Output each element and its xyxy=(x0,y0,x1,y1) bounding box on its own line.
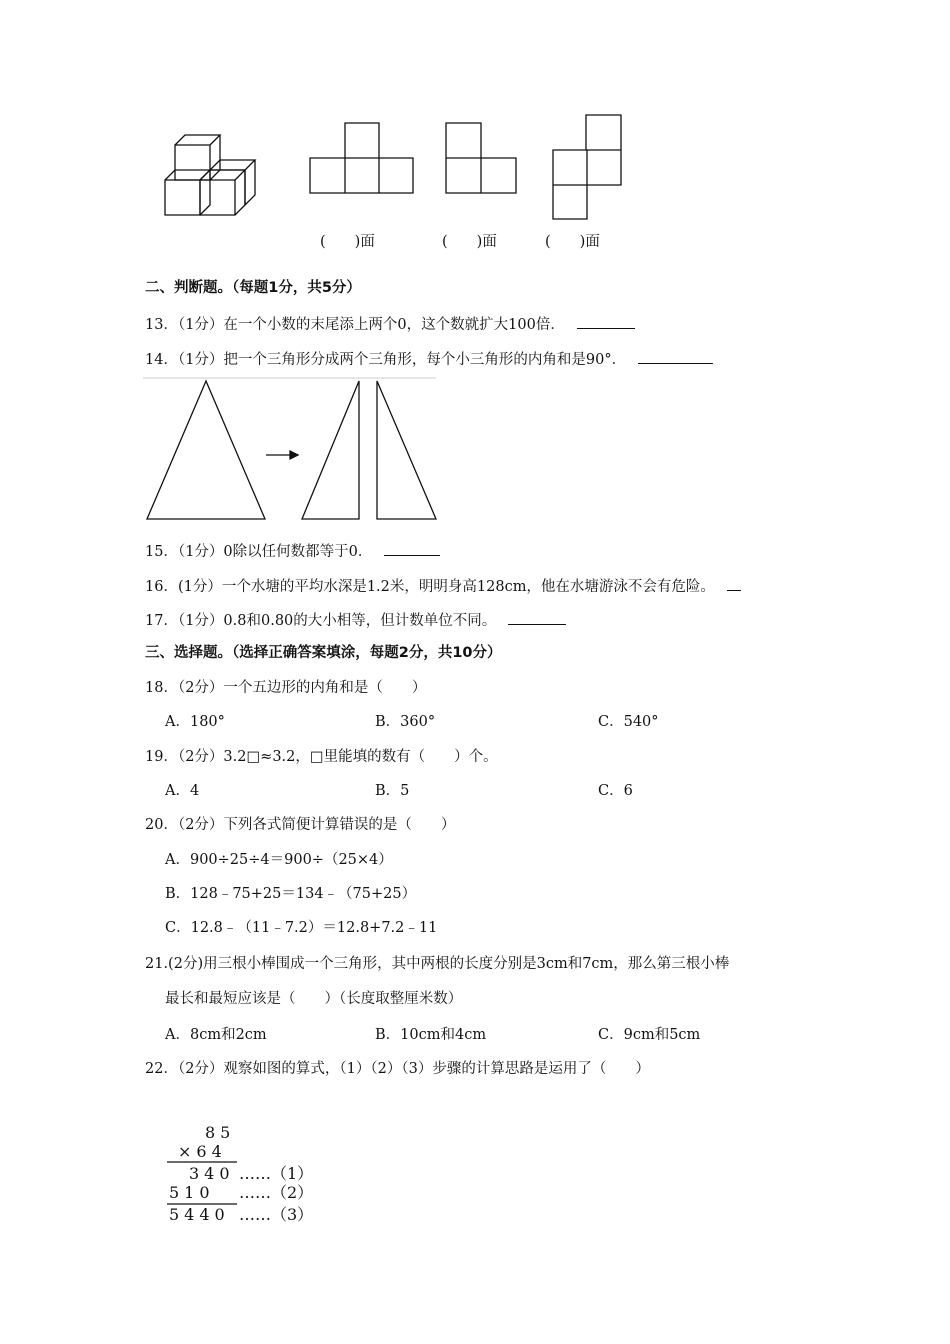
view-label-1: ( )面 xyxy=(320,234,375,250)
option-c[interactable]: C．6 xyxy=(598,783,633,799)
question-17: 17．（1分）0.8和0.80的大小相等，但计数单位不同。 xyxy=(145,610,566,630)
question-13: 13．（1分）在一个小数的末尾添上两个0，这个数就扩大100倍． xyxy=(145,314,635,334)
question-14: 14．（1分）把一个三角形分成两个三角形，每个小三角形的内角和是90°． xyxy=(145,349,713,369)
section-2-title: 二、判断题。（每题1分，共5分） xyxy=(145,280,361,296)
option-b[interactable]: B．5 xyxy=(375,783,410,799)
view-label-2: ( )面 xyxy=(442,234,497,250)
answer-blank[interactable] xyxy=(727,576,741,591)
answer-blank[interactable] xyxy=(508,610,566,625)
exam-page: ( )面 ( )面 ( )面 二、判断题。（每题1分，共5分） 13．（1分）在一个小数的末尾添上两个0，这个数就扩大100倍． 14．（1分）把一个三角形分成两个三角形，每个小三角形的内角和是90°． 15．（1分）0除以任何数都等于0． 16．(1分）一个水塘的平均水深是1.2米，明明身高128cm，他在水塘游泳不会有危险。 17．（1分）0.8和0.80的大小相等，但计数单位不同。 三、选择题。（选择正确答案填涂，每题2分，共10分） 18．（2分）一个五边形的内角和是（ ） A．180° B．360° C．540° 19．（2分）3.2□≈3.2，□里能填的数有（ ）个。 A．4 B．5 C．6 20．（2分）下列各式简便计算错误的是（ ） A．900÷25÷4＝900÷（25×4） B．128﹣75+25＝134﹣（75+25） C．12.8﹣（11﹣7.2）＝12.8+7.2﹣11 21.(2分)用三根小棒围成一个三角形，其中两根的长度分别是3cm和7cm，那么第三根小棒 最长和最短应该是（ ）（长度取整厘米数） A．8cm和2cm B．10cm和4cm C．9cm和5cm 22．（2分）观察如图的算式，（1）（2）（3）步骤的计算思路是运用了（ ） 85 ×64 340 510 5440 ……（1） ……（2） ……（3） xyxy=(0,0,950,1344)
question-21: 21.(2分)用三根小棒围成一个三角形，其中两根的长度分别是3cm和7cm，那么第三根小棒 xyxy=(145,956,730,972)
triangle-figure xyxy=(147,381,436,519)
question-18: 18．（2分）一个五边形的内角和是（ ） xyxy=(145,680,427,696)
view-3 xyxy=(553,115,621,219)
option-a[interactable]: A．4 xyxy=(165,783,200,799)
option-b[interactable]: B．360° xyxy=(375,714,436,730)
view-2 xyxy=(446,123,516,193)
question-19: 19．（2分）3.2□≈3.2，□里能填的数有（ ）个。 xyxy=(145,749,498,765)
option-b[interactable]: B．10cm和4cm xyxy=(375,1027,487,1043)
view-1 xyxy=(310,123,413,193)
option-c[interactable]: C．12.8﹣（11﹣7.2）＝12.8+7.2﹣11 xyxy=(165,920,438,936)
option-a[interactable]: A．900÷25÷4＝900÷（25×4） xyxy=(165,852,393,868)
question-22: 22．（2分）观察如图的算式，（1）（2）（3）步骤的计算思路是运用了（ ） xyxy=(145,1061,650,1077)
option-a[interactable]: A．180° xyxy=(165,714,225,730)
cube-stack-figure xyxy=(165,135,255,215)
option-c[interactable]: C．9cm和5cm xyxy=(598,1027,701,1043)
answer-blank[interactable] xyxy=(577,314,635,329)
question-20: 20．（2分）下列各式简便计算错误的是（ ） xyxy=(145,817,456,833)
question-15: 15．（1分）0除以任何数都等于0． xyxy=(145,541,440,561)
option-c[interactable]: C．540° xyxy=(598,714,659,730)
option-b[interactable]: B．128﹣75+25＝134﹣（75+25） xyxy=(165,886,417,902)
answer-blank[interactable] xyxy=(384,541,440,556)
view-label-3: ( )面 xyxy=(545,234,600,250)
question-21-cont: 最长和最短应该是（ ）（长度取整厘米数） xyxy=(165,991,463,1007)
answer-blank[interactable] xyxy=(638,349,713,364)
section-3-title: 三、选择题。（选择正确答案填涂，每题2分，共10分） xyxy=(145,645,502,661)
option-a[interactable]: A．8cm和2cm xyxy=(165,1027,267,1043)
question-16: 16．(1分）一个水塘的平均水深是1.2米，明明身高128cm，他在水塘游泳不会有危险。 xyxy=(145,576,741,596)
